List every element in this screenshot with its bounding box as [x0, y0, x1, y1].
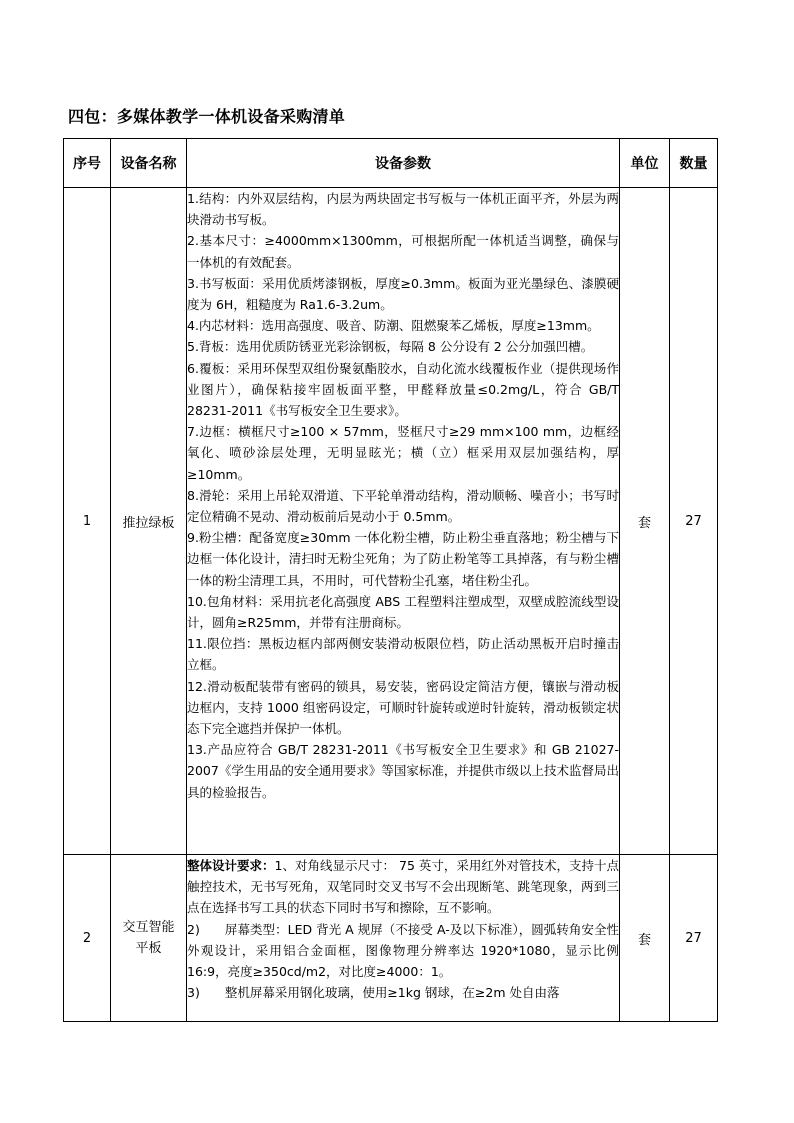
- design-requirements-label: 整体设计要求：: [187, 858, 275, 873]
- param-item: 3.书写板面：采用优质烤漆钢板，厚度≥0.3mm。板面为亚光墨绿色、漆膜硬度为 6H，粗糙度为 Ra1.6-3.2um。: [187, 275, 619, 313]
- table-header-row: [64, 139, 718, 188]
- header-qty: 数量: [670, 139, 718, 188]
- row-qty: 27: [670, 855, 718, 1022]
- param-item: 11.限位挡：黑板边框内部两侧安装滑动板限位档，防止活动黑板开启时撞击立框。: [187, 636, 619, 673]
- param-item: 2) 屏幕类型：LED 背光 A 规屏（不接受 A-及以下标准），圆弧转角安全性外观设计，采用铝合金面框，图像物理分辨率达 1920*1080，显示比例 16:9，亮度≥350cd/m2，对比度≥4000：1。: [187, 921, 619, 980]
- header-no: 序号: [64, 139, 111, 188]
- page-title: 四包：多媒体教学一体机设备采购清单: [68, 107, 346, 126]
- param-item: 2.基本尺寸：≥4000mm×1300mm，可根据所配一体机适当调整，确保与一体机的有效配套。: [187, 233, 619, 270]
- header-unit: 单位: [620, 139, 670, 188]
- param-item: 13.产品应符合 GB/T 28231-2011《书写板安全卫生要求》和 GB 21027-2007《学生用品的安全通用要求》等国家标准，并提供市级以上技术监督局出具的检验报告。: [187, 742, 619, 800]
- device-name-line: 平板: [135, 941, 162, 956]
- param-item: 9.粉尘槽：配备宽度≥30mm 一体化粉尘槽，防止粉尘垂直落地；粉尘槽与下边框一体化设计，清扫时无粉尘死角；为了防止粉笔等工具掉落，有与粉尘槽一体的粉尘清理工具，不用时，可代替粉尘孔塞，堵住粉尘孔。: [187, 530, 619, 588]
- table-row: [64, 855, 718, 1022]
- header-name: 设备名称: [111, 139, 187, 188]
- param-item: 3) 整机屏幕采用钢化玻璃，使用≥1kg 钢球，在≥2m 处自由落: [187, 985, 560, 1001]
- param-item: 1.结构：内外双层结构，内层为两块固定书写板与一体机正面平齐，外层为两块滑动书写板。: [187, 191, 619, 228]
- device-name-line: 交互智能: [122, 920, 175, 935]
- table-row: [64, 188, 718, 855]
- row-device-name: [111, 855, 187, 1022]
- row-qty: 27: [670, 188, 718, 855]
- row-device-name: 推拉绿板: [111, 188, 187, 855]
- row-no: 1: [64, 188, 111, 855]
- row-unit: 套: [620, 855, 670, 1022]
- procurement-table: [63, 138, 718, 1022]
- header-params: 设备参数: [187, 139, 620, 188]
- param-item: 10.包角材料：采用抗老化高强度 ABS 工程塑料注塑成型，双壁成腔流线型设计，圆角≥R25mm，并带有注册商标。: [187, 593, 619, 631]
- row-unit: 套: [620, 188, 670, 855]
- param-item: 6.覆板：采用环保型双组份聚氨酯胶水，自动化流水线覆板作业（提供现场作业图片），确保粘接牢固板面平整，甲醛释放量≤0.2mg/L，符合 GB/T 28231-2011《书写板安全卫生要求》。: [187, 360, 619, 419]
- param-item: 5.背板：选用优质防锈亚光彩涂钢板，每隔 8 公分设有 2 公分加强凹槽。: [187, 339, 594, 355]
- row-params: [187, 855, 620, 1022]
- param-item-text: 1、对角线显示尺寸： 75 英寸，采用红外对管技术，支持十点触控技术，无书写死角，双笔同时交叉书写不会出现断笔、跳笔现象，两到三点在选择书写工具的状态下同时书写和擦除，互不影响。: [187, 858, 619, 916]
- row-no: 2: [64, 855, 111, 1022]
- param-item: 4.内芯材料：选用高强度、吸音、防潮、阻燃聚苯乙烯板，厚度≥13mm。: [187, 318, 600, 334]
- row-params: [187, 188, 620, 855]
- param-item: 7.边框：横框尺寸≥100 × 57mm，竖框尺寸≥29 mm×100 mm，边框经氧化、喷砂涂层处理，无明显眩光；横（立）框采用双层加强结构，厚≥10mm。: [187, 424, 619, 482]
- param-item: [187, 855, 619, 919]
- param-item: 8.滑轮：采用上吊轮双滑道、下平轮单滑动结构，滑动顺畅、噪音小；书写时定位精确不晃动、滑动板前后晃动小于 0.5mm。: [187, 487, 619, 525]
- param-item: 12.滑动板配装带有密码的锁具，易安装，密码设定简洁方便，镶嵌与滑动板边框内，支持 1000 组密码设定，可顺时针旋转或逆时针旋转，滑动板锁定状态下完全遮挡并保护一体机。: [187, 678, 619, 737]
